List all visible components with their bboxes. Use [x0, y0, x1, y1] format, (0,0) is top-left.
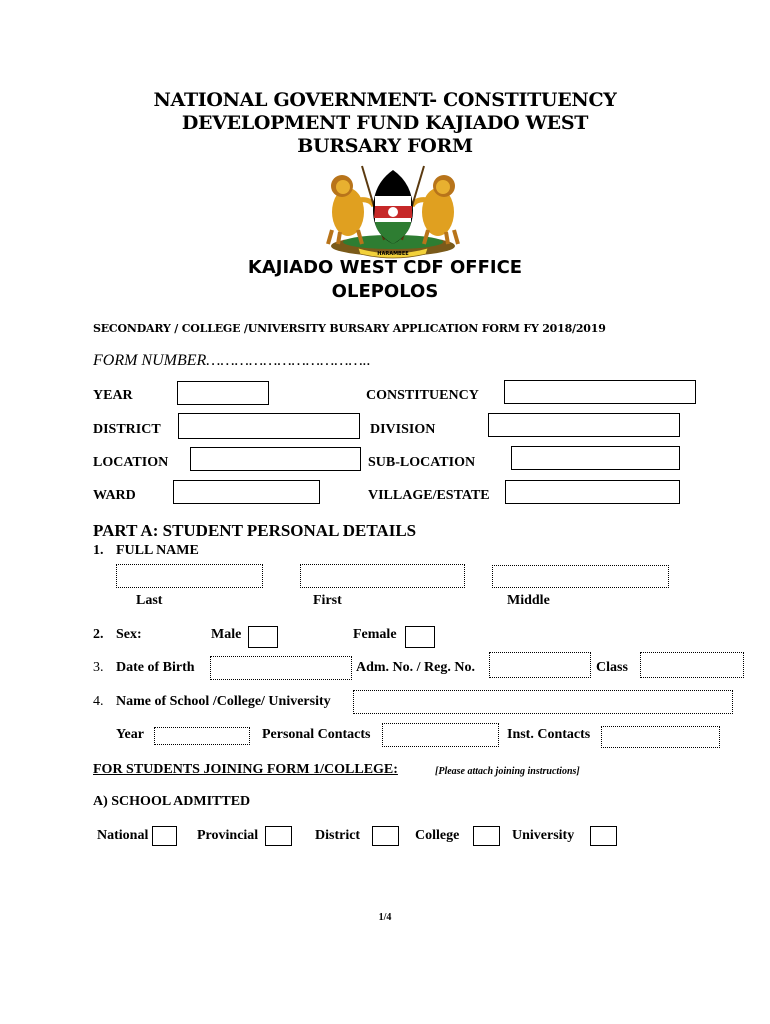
village-label: VILLAGE/ESTATE — [368, 488, 490, 503]
dob-input[interactable] — [210, 656, 352, 680]
school-name-label: Name of School /College/ University — [116, 694, 331, 709]
last-name-input[interactable] — [116, 564, 263, 588]
district-label: DISTRICT — [93, 422, 161, 437]
first-name-label: First — [313, 593, 342, 608]
school-admitted-label: A) SCHOOL ADMITTED — [93, 794, 251, 809]
option-provincial-checkbox[interactable] — [265, 826, 292, 846]
option-national-checkbox[interactable] — [152, 826, 177, 846]
sex-label: Sex: — [116, 627, 142, 642]
year-input[interactable] — [177, 381, 269, 405]
joining-heading: FOR STUDENTS JOINING FORM 1/COLLEGE: — [93, 762, 398, 777]
class-label: Class — [596, 660, 628, 675]
joining-note: [Please attach joining instructions] — [435, 766, 580, 777]
male-checkbox[interactable] — [248, 626, 278, 648]
sub-location-label: SUB-LOCATION — [368, 455, 476, 470]
title-line-1: NATIONAL GOVERNMENT- CONSTITUENCY — [153, 89, 617, 111]
adm-no-input[interactable] — [489, 652, 591, 678]
part-a-heading: PART A: STUDENT PERSONAL DETAILS — [93, 521, 417, 540]
dob-label: Date of Birth — [116, 660, 195, 675]
first-name-input[interactable] — [300, 564, 465, 588]
class-input[interactable] — [640, 652, 744, 678]
option-national-label: National — [97, 828, 149, 843]
option-provincial-label: Provincial — [197, 828, 259, 843]
study-year-input[interactable] — [154, 727, 250, 745]
village-input[interactable] — [505, 480, 680, 504]
division-input[interactable] — [488, 413, 680, 437]
ward-label: WARD — [93, 488, 136, 503]
inst-contacts-label: Inst. Contacts — [507, 727, 591, 742]
division-label: DIVISION — [370, 422, 436, 437]
emblem-motto-text: HARAMBEE — [377, 251, 409, 257]
study-year-label: Year — [116, 727, 144, 742]
female-checkbox[interactable] — [405, 626, 435, 648]
school-name-input[interactable] — [353, 690, 733, 714]
last-name-label: Last — [136, 593, 163, 608]
option-district-checkbox[interactable] — [372, 826, 399, 846]
option-college-checkbox[interactable] — [473, 826, 500, 846]
male-label: Male — [211, 627, 242, 642]
q1-number: 1. — [93, 543, 104, 558]
option-college-label: College — [415, 828, 460, 843]
title-line-3: BURSARY FORM — [297, 135, 473, 157]
kenya-coat-of-arms-emblem — [318, 160, 468, 260]
full-name-label: FULL NAME — [116, 543, 199, 558]
middle-name-label: Middle — [507, 593, 550, 608]
option-district-label: District — [315, 828, 361, 843]
title-line-2: DEVELOPMENT FUND KAJIADO WEST — [181, 112, 589, 134]
office-location: OLEPOLOS — [331, 281, 439, 302]
constituency-label: CONSTITUENCY — [366, 388, 479, 403]
form-number: FORM NUMBER…………………………….. — [93, 352, 371, 369]
q3-number: 3. — [93, 660, 104, 675]
location-input[interactable] — [190, 447, 361, 471]
personal-contacts-input[interactable] — [382, 723, 499, 747]
ward-input[interactable] — [173, 480, 320, 504]
year-label: YEAR — [93, 388, 133, 403]
middle-name-input[interactable] — [492, 565, 669, 588]
office-name: KAJIADO WEST CDF OFFICE — [247, 257, 523, 278]
page-number: 1/4 — [378, 912, 392, 923]
district-input[interactable] — [178, 413, 360, 439]
inst-contacts-input[interactable] — [601, 726, 720, 748]
personal-contacts-label: Personal Contacts — [262, 727, 371, 742]
sub-location-input[interactable] — [511, 446, 680, 470]
form-subheading: SECONDARY / COLLEGE /UNIVERSITY BURSARY APPLICATION FORM FY 2018/2019 — [93, 322, 606, 335]
constituency-input[interactable] — [504, 380, 696, 404]
location-label: LOCATION — [93, 455, 169, 470]
emblem-shield — [373, 170, 413, 244]
adm-no-label: Adm. No. / Reg. No. — [356, 660, 475, 675]
option-university-label: University — [512, 828, 575, 843]
female-label: Female — [353, 627, 397, 642]
option-university-checkbox[interactable] — [590, 826, 617, 846]
q2-number: 2. — [93, 627, 104, 642]
q4-number: 4. — [93, 694, 104, 709]
